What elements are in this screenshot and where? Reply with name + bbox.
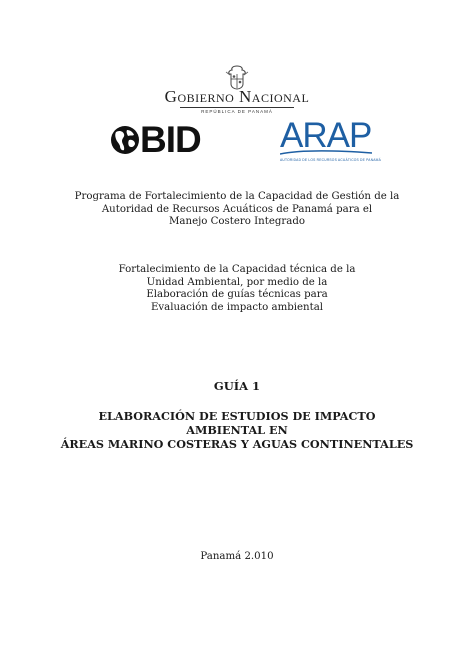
project-line: Fortalecimiento de la Capacidad técnica de la xyxy=(118,264,356,275)
guide-title-line: ELABORACIÓN DE ESTUDIOS DE IMPACTO AMBIENTAL EN xyxy=(98,409,376,437)
arap-logo-subtitle: AUTORIDAD DE LOS RECURSOS ACUÁTICOS DE PANAMÁ xyxy=(280,158,382,162)
guide-title xyxy=(60,409,414,451)
project-line: Unidad Ambiental, por medio de la xyxy=(146,276,328,288)
project-description xyxy=(60,264,414,314)
program-line: Autoridad de Recursos Acuáticos de Panamá para el xyxy=(101,203,373,215)
government-header xyxy=(0,64,474,114)
program-description xyxy=(60,191,414,229)
wave-icon xyxy=(280,150,372,156)
arap-logo xyxy=(280,116,382,162)
program-line: Manejo Costero Integrado xyxy=(169,216,305,227)
arap-logo-text: ARAP xyxy=(280,116,372,155)
project-line: Elaboración de guías técnicas para xyxy=(146,289,328,300)
bid-logo-text: BID xyxy=(140,119,201,160)
government-title: Gobierno Nacional xyxy=(164,87,310,106)
guide-title-line: ÁREAS MARINO COSTERAS Y AGUAS CONTINENTALES xyxy=(60,437,414,451)
government-subtitle: REPÚBLICA DE PANAMÁ xyxy=(201,109,273,114)
place-date: Panamá 2.010 xyxy=(200,551,274,562)
header-divider xyxy=(180,107,294,108)
guide-label: GUÍA 1 xyxy=(213,379,261,393)
globe-icon xyxy=(110,124,140,156)
bid-logo xyxy=(110,119,201,160)
project-line: Evaluación de impacto ambiental xyxy=(150,301,324,313)
program-line: Programa de Fortalecimiento de la Capacidad de Gestión de la xyxy=(74,191,400,202)
